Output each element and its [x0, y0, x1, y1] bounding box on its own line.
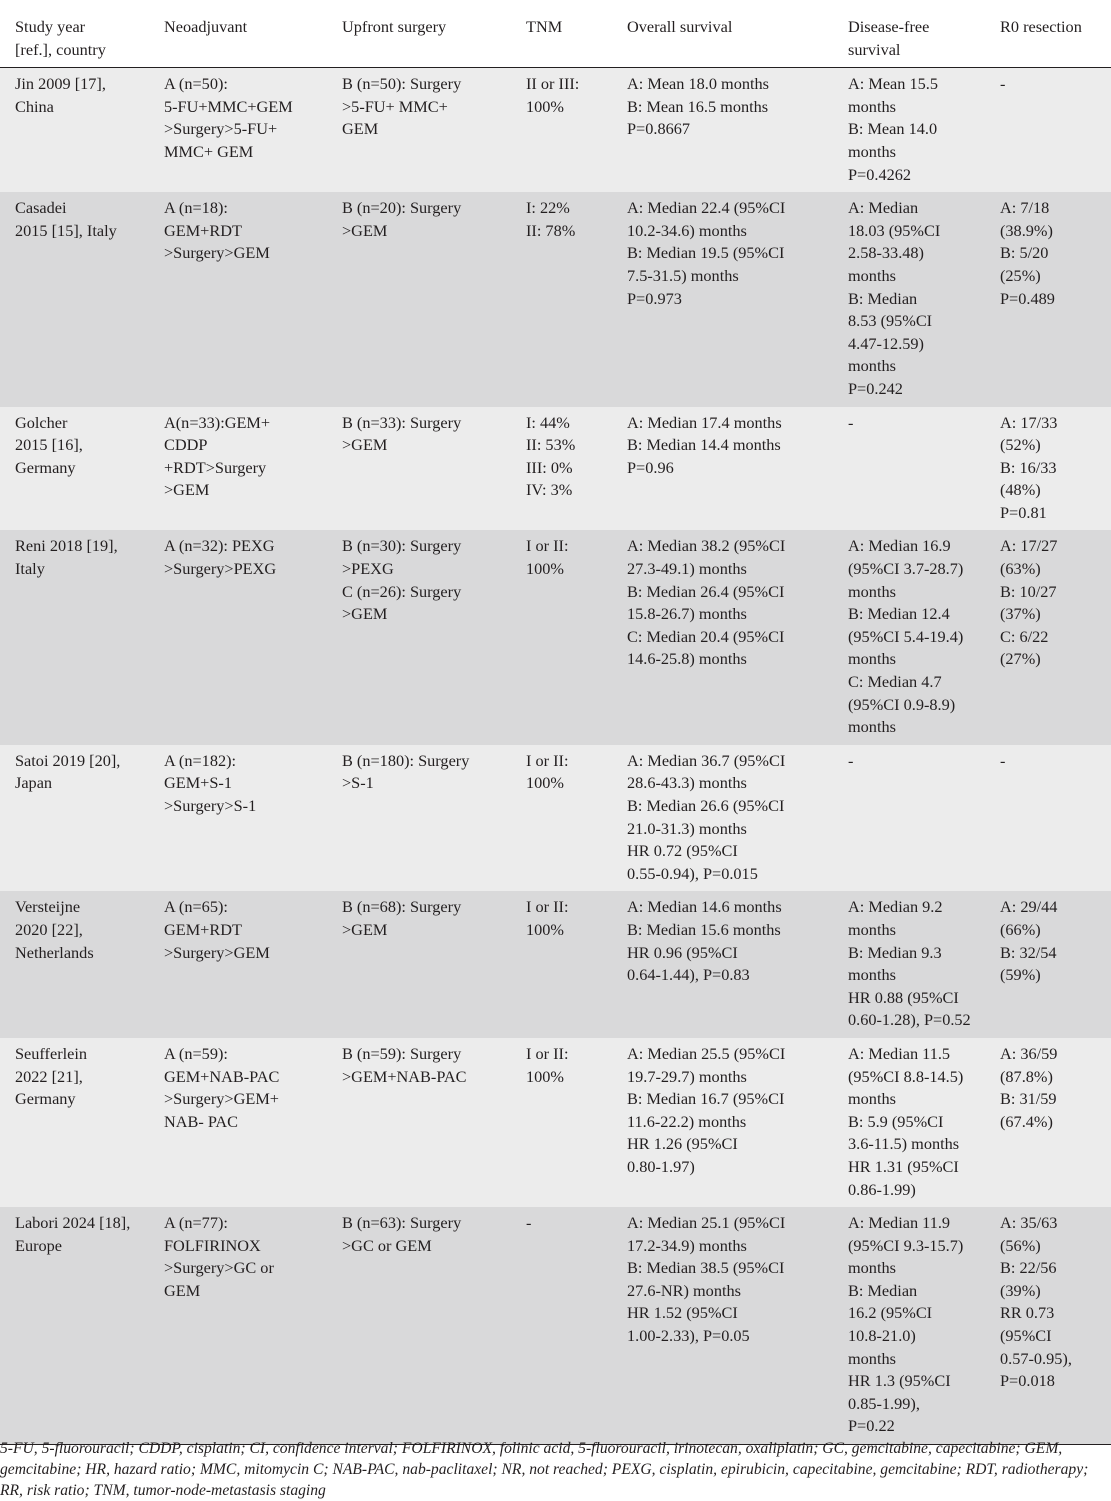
cell-tnm: II or III: 100% [526, 74, 580, 116]
table-row [0, 192, 1111, 406]
cell-neoadjuvant: A(n=33):GEM+ CDDP +RDT>Surgery >GEM [164, 412, 271, 500]
cell-overall-survival: A: Mean 18.0 months B: Mean 16.5 months P=0.8667 [627, 74, 769, 139]
header-study: Study year [ref.], country [15, 17, 106, 59]
cell-tnm: I or II: 100% [526, 536, 569, 579]
cell-r0-resection: A: 17/33 (52%) B: 16/33 (48%) P=0.81 [1000, 412, 1058, 522]
cell-study: Reni 2018 [19], Italy [15, 536, 118, 579]
cell-r0-resection: A: 36/59 (87.8%) B: 31/59 (67.4%) [1000, 1043, 1058, 1131]
cell-upfront-surgery: B (n=68): Surgery >GEM [342, 897, 462, 939]
cell-upfront-surgery: B (n=33): Surgery >GEM [342, 412, 462, 455]
table-row [0, 745, 1111, 892]
table-row [0, 1038, 1111, 1207]
cell-r0-resection: A: 17/27 (63%) B: 10/27 (37%) C: 6/22 (27%) [1000, 536, 1058, 669]
cell-study: Satoi 2019 [20], Japan [15, 750, 121, 793]
cell-tnm: I or II: 100% [526, 750, 569, 793]
cell-neoadjuvant: A (n=18): GEM+RDT >Surgery>GEM [164, 198, 270, 263]
cell-neoadjuvant: A (n=32): PEXG >Surgery>PEXG [164, 536, 277, 579]
cell-r0-resection: - [1000, 750, 1006, 770]
cell-overall-survival: A: Median 38.2 (95%CI 27.3-49.1) months B: Median 26.4 (95%CI 15.8-26.7) months C: Median 20.4 (95%CI 14.6-25.8) months [627, 536, 786, 669]
table-row [0, 407, 1111, 531]
cell-disease-free-survival: A: Median 9.2 months B: Median 9.3 months HR 0.88 (95%CI 0.60-1.28), P=0.52 [848, 897, 971, 1030]
cell-disease-free-survival: A: Median 11.9 (95%CI 9.3-15.7) months B: Median 16.2 (95%CI 10.8-21.0) months HR 1.3 (95%CI 0.85-1.99), P=0.22 [848, 1213, 964, 1436]
cell-disease-free-survival: - [848, 750, 854, 770]
cell-overall-survival: A: Median 17.4 months B: Median 14.4 months P=0.96 [627, 412, 782, 477]
cell-upfront-surgery: B (n=50): Surgery >5-FU+ MMC+ GEM [342, 74, 462, 139]
cell-study: Jin 2009 [17], China [15, 74, 106, 116]
cell-study: Labori 2024 [18], Europe [15, 1213, 131, 1255]
cell-upfront-surgery: B (n=180): Surgery >S-1 [342, 750, 470, 793]
header-overall-survival: Overall survival [627, 17, 733, 36]
cell-tnm: I: 44% II: 53% III: 0% IV: 3% [526, 412, 576, 500]
cell-disease-free-survival: - [848, 412, 854, 432]
header-r0-resection: R0 resection [1000, 17, 1082, 36]
cell-disease-free-survival: A: Median 18.03 (95%CI 2.58-33.48) months B: Median 8.53 (95%CI 4.47-12.59) months P=0.242 [848, 198, 941, 398]
cell-overall-survival: A: Median 14.6 months B: Median 15.6 months HR 0.96 (95%CI 0.64-1.44), P=0.83 [627, 897, 782, 985]
cell-neoadjuvant: A (n=65): GEM+RDT >Surgery>GEM [164, 897, 270, 962]
cell-overall-survival: A: Median 25.5 (95%CI 19.7-29.7) months B: Median 16.7 (95%CI 11.6-22.2) months HR 1.26 (95%CI 0.80-1.97) [627, 1043, 786, 1176]
header-tnm: TNM [526, 17, 563, 36]
table-row [0, 530, 1111, 744]
study-comparison-table [0, 4, 1111, 1445]
cell-overall-survival: A: Median 25.1 (95%CI 17.2-34.9) months B: Median 38.5 (95%CI 27.6-NR) months HR 1.52 (95%CI 1.00-2.33), P=0.05 [627, 1213, 786, 1346]
cell-r0-resection: - [1000, 74, 1006, 94]
cell-overall-survival: A: Median 22.4 (95%CI 10.2-34.6) months B: Median 19.5 (95%CI 7.5-31.5) months P=0.973 [627, 198, 786, 308]
cell-neoadjuvant: A (n=77): FOLFIRINOX >Surgery>GC or GEM [164, 1213, 274, 1300]
table-footnote: 5-FU, 5-fluorouracil; CDDP, cisplatin; CI, confidence interval; FOLFIRINOX, folinic acid, 5-fluorouracil, irinotecan, oxaliplatin; GC, gemcitabine, capecitabine; GEM, gemcitabine; HR, hazard ratio; MMC, mitomycin C; NAB-PAC, nab-paclitaxel; NR, not reached; PEXG, cisplatin, epirubicin, capecitabine, gemcitabine; RDT, radiotherapy; RR, risk ratio; TNM, tumor-node-metastasis staging [0, 1440, 1089, 1499]
cell-upfront-surgery: B (n=20): Surgery >GEM [342, 198, 462, 240]
cell-neoadjuvant: A (n=50): 5-FU+MMC+GEM >Surgery>5-FU+ MMC+ GEM [164, 74, 293, 161]
table-row [0, 1207, 1111, 1444]
cell-tnm: I: 22% II: 78% [526, 198, 576, 240]
header-upfront-surgery: Upfront surgery [342, 17, 447, 36]
cell-neoadjuvant: A (n=59): GEM+NAB-PAC >Surgery>GEM+ NAB- PAC [164, 1043, 280, 1131]
table-row [0, 68, 1111, 192]
cell-r0-resection: A: 7/18 (38.9%) B: 5/20 (25%) P=0.489 [1000, 198, 1055, 308]
cell-r0-resection: A: 35/63 (56%) B: 22/56 (39%) RR 0.73 (95%CI 0.57-0.95), P=0.018 [1000, 1213, 1072, 1391]
cell-upfront-surgery: B (n=63): Surgery >GC or GEM [342, 1213, 462, 1255]
cell-upfront-surgery: B (n=59): Surgery >GEM+NAB-PAC [342, 1043, 467, 1086]
cell-study: Versteijne 2020 [22], Netherlands [15, 897, 94, 962]
table-header-row [0, 4, 1111, 68]
cell-study: Golcher 2015 [16], Germany [15, 412, 83, 477]
header-disease-free-survival: Disease-free survival [848, 17, 930, 59]
cell-r0-resection: A: 29/44 (66%) B: 32/54 (59%) [1000, 897, 1058, 985]
cell-disease-free-survival: A: Mean 15.5 months B: Mean 14.0 months P=0.4262 [848, 74, 938, 184]
cell-upfront-surgery: B (n=30): Surgery >PEXG C (n=26): Surgery >GEM [342, 536, 462, 624]
cell-neoadjuvant: A (n=182): GEM+S-1 >Surgery>S-1 [164, 750, 257, 815]
cell-tnm: - [526, 1213, 532, 1233]
cell-tnm: I or II: 100% [526, 1043, 569, 1086]
header-neoadjuvant: Neoadjuvant [164, 17, 248, 36]
cell-study: Casadei 2015 [15], Italy [15, 198, 117, 240]
cell-study: Seufferlein 2022 [21], Germany [15, 1043, 88, 1109]
cell-disease-free-survival: A: Median 11.5 (95%CI 8.8-14.5) months B: 5.9 (95%CI 3.6-11.5) months HR 1.31 (95%CI 0.86-1.99) [848, 1043, 964, 1199]
cell-overall-survival: A: Median 36.7 (95%CI 28.6-43.3) months B: Median 26.6 (95%CI 21.0-31.3) months HR 0.72 (95%CI 0.55-0.94), P=0.015 [627, 750, 786, 883]
cell-tnm: I or II: 100% [526, 897, 569, 939]
table-row [0, 891, 1111, 1038]
cell-disease-free-survival: A: Median 16.9 (95%CI 3.7-28.7) months B: Median 12.4 (95%CI 5.4-19.4) months C: Median 4.7 (95%CI 0.9-8.9) months [848, 536, 964, 737]
